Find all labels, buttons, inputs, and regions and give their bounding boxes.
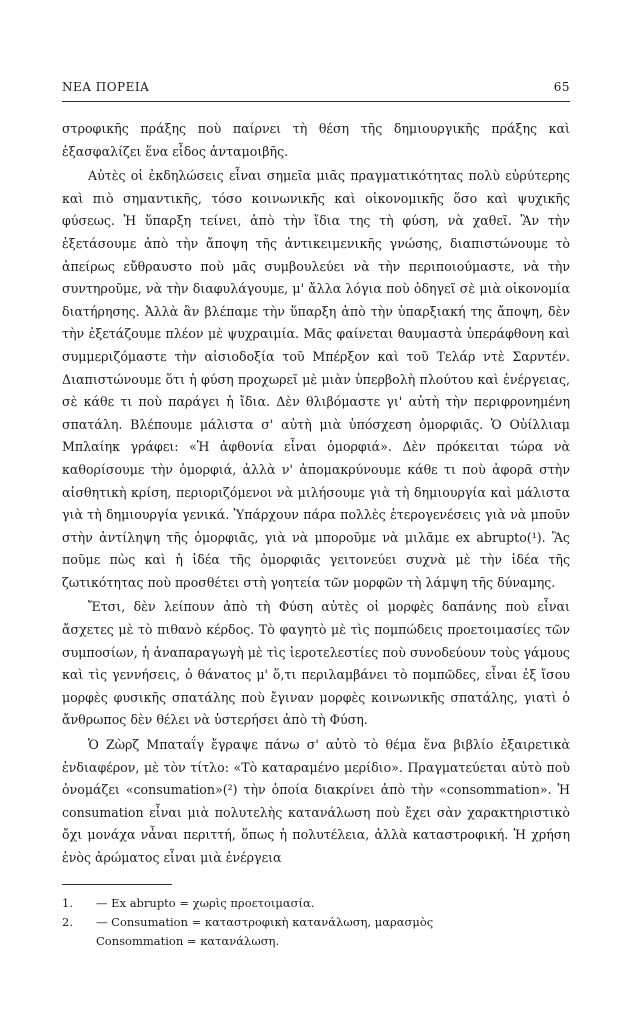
paragraph: Ὁ Ζὼρζ Μπαταΐγ ἔγραψε πάνω σ' αὐτὸ τὸ θέμα ἕνα βιβλίο ἐξαιρετικὰ ἐνδιαφέρον, μὲ τὸν τίτλο: «Τὸ καταραμένο μερίδιο». Πραγματεύεται αὐτὸ ποὺ ὀνομάζει «consumation»(²) τὴν ὁποία διακρίνει ἀπὸ τὴν «consommation». Ἡ consumation εἶναι μιὰ πολυτελὴς κατανάλωση ποὺ ἔχει σὰν χαρακτηριστικὸ ὄχι μονάχα νἆναι περιττή, ὅπως ἡ πολυτέλεια, ἀλλὰ καταστροφική. Ἡ χρήση ἑνὸς ἀρώματος εἶναι μιὰ ἐνέργεια (62, 737, 570, 865)
page-number: 65 (553, 80, 570, 94)
footnote-rule (62, 884, 172, 885)
footnote (62, 913, 570, 932)
footnote-text: — Ex abrupto = χωρὶς προετοιμασία. (96, 896, 315, 910)
running-header (62, 80, 570, 94)
running-title: ΝΕΑ ΠΟΡΕΙΑ (62, 80, 150, 94)
header-rule (62, 101, 570, 102)
paragraph: Αὐτὲς οἱ ἐκδηλώσεις εἶναι σημεῖα μιᾶς πραγματικότητας πολὺ εὐρύτερης καὶ πιὸ σημαντικῆς, τόσο κοινωνικῆς καὶ οἰκονομικῆς ὅσο καὶ ψυχικῆς φύσεως. Ἡ ὕπαρξη τείνει, ἀπὸ τὴν ἴδια της τὴ φύση, νὰ χαθεῖ. Ἂν τὴν ἐξετάσουμε ἀπὸ τὴν ἄποψη τῆς ἀντικειμενικῆς γνώσης, διαπιστώνουμε τὸ ἀπείρως εὔθραυστο ποὺ μᾶς συμβουλεύει νὰ τὴν περιποιούμαστε, νὰ τὴν συντηροῦμε, νὰ τὴν διαφυλάγουμε, μ' ἄλλα λόγια ποὺ ὁδηγεῖ σὲ μιὰ οἰκονομία διατήρησης. Ἀλλὰ ἂν βλέπαμε τὴν ὕπαρξη ἀπὸ τὴν ὑπαρξιακή της ἄποψη, δὲν τὴν ἐξετάζουμε πλέον μὲ ψυχραιμία. Μᾶς φαίνεται θαυμαστὰ ὑπεράφθονη καὶ συμμεριζόμαστε τὴν αἰσιοδοξία τοῦ Μπέρξον καὶ τοῦ Τελάρ ντὲ Σαρντέν. Διαπιστώνουμε ὅτι ἡ φύση προχωρεῖ μὲ μιὰν ὑπερβολὴ πλούτου καὶ ἐνέργειας, σὲ κάθε τι ποὺ παράγει ἡ ἴδια. Δὲν θλιβόμαστε γι' αὐτὴ τὴν περιφρονημένη σπατάλη. Βλέπουμε μάλιστα σ' αὐτὴ μιὰ ὑπόσχεση ὀμορφιᾶς. Ὁ Οὐίλλιαμ Μπλαίηκ γράφει: «Ἡ ἀφθονία εἶναι ὀμορφιά». Δὲν πρόκειται τώρα νὰ καθορίσουμε τὴν ὀμορφιά, ἀλλὰ ν' ἀπομακρύνουμε κάθε τι ποὺ ἀφορᾶ στὴν αἰσθητικὴ κρίση, περιοριζόμενοι νὰ μιλήσουμε γιὰ τὴ δημιουργία καὶ μάλιστα γιὰ τὴ δημιουργία γενικά. Ὑπάρχουν πάρα πολλὲς ἑτερογενέσεις γιὰ νὰ μποῦν στὴν ἀντίληψη τῆς ὀμορφιᾶς, γιὰ νὰ μποροῦμε νὰ μιλᾶμε ex abrupto(¹). Ἂς ποῦμε πὼς καὶ ἡ ἰδέα τῆς ὀμορφιᾶς γειτονεύει συχνὰ μὲ τὴν ἰδέα τῆς ζωτικότητας ποὺ προσθέτει στὴ γοητεία τῶν μορφῶν τὴ λάμψη τῆς δύναμης. (62, 168, 570, 590)
footnote-text: — Consumation = καταστροφικὴ κατανάλωση, μαρασμὸς (96, 915, 434, 929)
footnote-text: Consommation = κατανάλωση. (96, 934, 280, 948)
footnotes (62, 894, 570, 951)
paragraph: Ἔτσι, δὲν λείπουν ἀπὸ τὴ Φύση αὐτὲς οἱ μορφὲς δαπάνης ποὺ εἶναι ἄσχετες μὲ τὸ πιθανὸ κέρδος. Τὸ φαγητὸ μὲ τὶς πομπώδεις προετοιμασίες τῶν συμποσίων, ἡ ἀναπαραγωγὴ μὲ τὶς ἱεροτελεστίες ποὺ συνοδεύουν τοὺς γάμους καὶ τὶς γεννήσεις, ὁ θάνατος μ' ὅ,τι περιλαμβάνει τὸ πομπῶδες, εἶναι ἐξ ἴσου μορφὲς φυσικῆς σπατάλης ποὺ ἔγιναν μορφὲς κοινωνικῆς σπατάλης, γιατὶ ὁ ἄνθρωπος δὲν θέλει νὰ ὑστερήσει ἀπὸ τὴ Φύση. (62, 599, 570, 728)
paragraph: στροφικῆς πράξης ποὺ παίρνει τὴ θέση τῆς δημιουργικῆς πράξης καὶ ἐξασφαλίζει ἕνα εἶδος ἀνταμοιβῆς. (62, 121, 570, 159)
body-text (62, 118, 570, 870)
footnote-number: 2. (62, 915, 73, 929)
footnote-number: 1. (62, 896, 73, 910)
footnote-continuation (62, 932, 570, 951)
footnote (62, 894, 570, 913)
